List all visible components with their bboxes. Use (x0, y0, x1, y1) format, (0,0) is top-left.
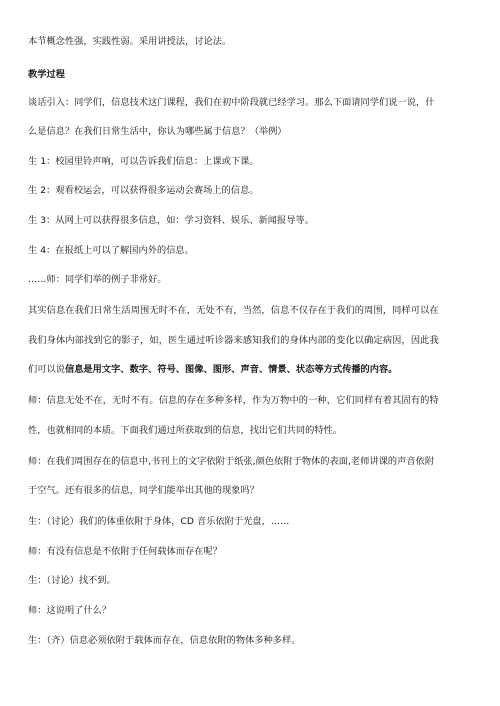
teacher-line-everywhere-2: 性，也就相同的本质。下面我们通过所获取到的信息，找出它们共同的特性。 (28, 425, 343, 436)
teacher-line-everywhere-1: 师：信息无处不在，无时不有。信息的存在多种多样，作为万物中的一种，它们同样有着其固有的特 (28, 395, 439, 406)
paragraph-info-bold-definition: 信息是用文字、数字、符号、图像、图形、声音、情景、状态等方式传播的内容。 (64, 364, 398, 375)
student-4-line: 生 4：在报纸上可以了解国内外的信息。 (28, 245, 194, 256)
paragraph-info-normal-text: 们可以说 (28, 364, 65, 375)
student-3-line: 生 3：从网上可以获得很多信息，如：学习资料、娱乐、新闻报导等。 (28, 215, 314, 226)
student-conclusion-line: 生：（齐）信息必须依附于载体而存在，信息依附的物体多种多样。 (28, 635, 301, 646)
student-not-found-line: 生：（讨论）找不到。 (28, 575, 116, 586)
paragraph-info-line-1: 其实信息在我们日常生活周围无时不在，无处不有，当然，信息不仅存在于我们的周围，同样可以在 (28, 305, 439, 316)
section-heading-teaching-process: 教学过程 (28, 69, 65, 80)
student-1-line: 生 1：校园里铃声响，可以告诉我们信息：上课或下课。 (28, 156, 259, 167)
teacher-explanation-question-line: 师：这说明了什么？ (28, 605, 112, 616)
text-line-intro-2: 么是信息？在我们日常生活中，你认为哪些属于信息？（举例） (28, 126, 287, 137)
text-line-intro-1: 谈话引入：同学们，信息技术这门课程，我们在初中阶段就已经学习。那么下面请同学们说一说，什 (28, 97, 435, 108)
teacher-line-carrier-2: 于空气。还有很多的信息，同学们能举出其他的现象吗？ (28, 485, 259, 496)
paragraph-info-line-3 (28, 363, 478, 377)
text-line-approach: 本节概念性强，实践性弱。采用讲授法，讨论法。 (28, 36, 232, 47)
teacher-question-line: 师：有没有信息是不依附于任何载体而存在呢？ (28, 546, 222, 557)
teacher-praise-line: ……师：同学们举的例子非常好。 (28, 274, 167, 285)
paragraph-info-line-2: 我们身体内部找到它的影子，如，医生通过听诊器来感知我们的身体内部的变化以确定病因，因此我 (28, 335, 439, 346)
student-2-line: 生 2：观看校运会，可以获得很多运动会赛场上的信息。 (28, 185, 259, 196)
teacher-line-carrier-1: 师：在我们周围存在的信息中,书刊上的文字依附于纸张,颜色依附于物体的表面,老师讲课的声音依附 (28, 456, 435, 467)
student-discussion-line: 生：（讨论）我们的体重依附于身体，CD 音乐依附于光盘，…… (28, 516, 290, 527)
